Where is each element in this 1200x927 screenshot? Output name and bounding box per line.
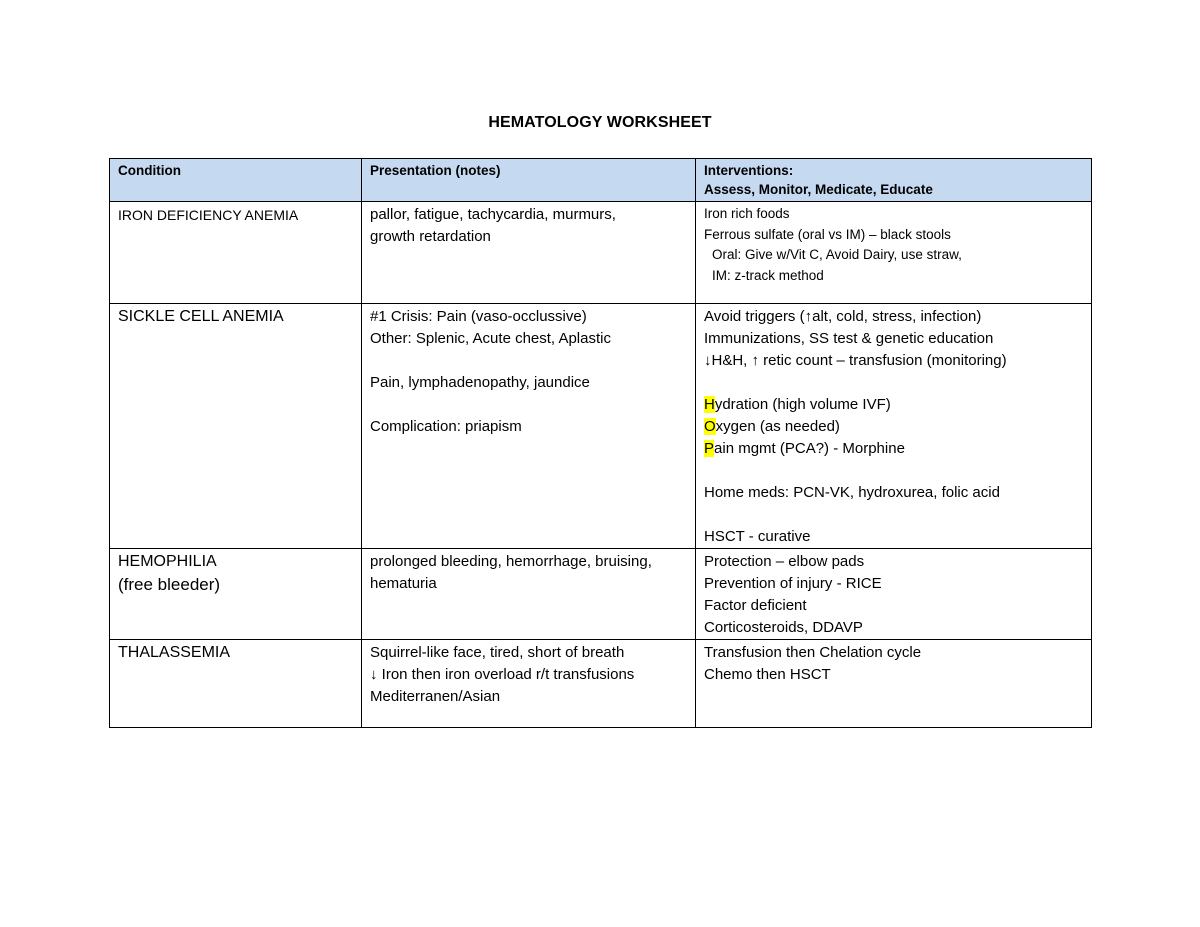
hop-text: ydration (high volume IVF) [714, 396, 891, 413]
table-row-sickle-cell [110, 304, 1092, 549]
intervention-line: IM: z-track method [712, 267, 824, 283]
page-title: HEMATOLOGY WORKSHEET [488, 114, 712, 131]
presentation-line [370, 394, 687, 416]
presentation-line: hematuria [370, 575, 437, 592]
intervention-line: Immunizations, SS test & genetic education [704, 330, 994, 347]
home-meds-line: Home meds: PCN-VK, hydroxurea, folic acid [704, 484, 1000, 501]
table-row-iron-deficiency [110, 202, 1092, 304]
presentation-line [370, 350, 687, 372]
presentation-line: prolonged bleeding, hemorrhage, bruising, [370, 553, 652, 570]
presentation-line: growth retardation [370, 228, 491, 245]
intervention-line: Transfusion then Chelation cycle [704, 644, 922, 661]
presentation-line: Squirrel-like face, tired, short of breath [370, 644, 625, 661]
presentation-line: Other: Splenic, Acute chest, Aplastic [370, 330, 611, 347]
presentation-cell [362, 304, 696, 549]
hsct-line: HSCT - curative [704, 528, 811, 545]
highlight-letter: H [704, 396, 715, 413]
intervention-line: Ferrous sulfate (oral vs IM) – black stools [704, 226, 951, 242]
intervention-line: Prevention of injury - RICE [704, 575, 882, 592]
intervention-line: Corticosteroids, DDAVP [704, 619, 863, 636]
intervention-line: Chemo then HSCT [704, 666, 831, 683]
condition-cell: THALASSEMIA [110, 640, 362, 728]
intervention-line: Oral: Give w/Vit C, Avoid Dairy, use straw, [712, 247, 962, 262]
table-row-thalassemia [110, 640, 1092, 728]
header-presentation: Presentation (notes) [362, 159, 696, 202]
intervention-line: Avoid triggers (↑alt, cold, stress, infection) [704, 308, 982, 325]
condition-cell: SICKLE CELL ANEMIA [110, 304, 362, 549]
presentation-cell [362, 640, 696, 728]
hop-text: ain mgmt (PCA?) - Morphine [714, 440, 905, 457]
hop-line-hydration [704, 394, 1083, 416]
presentation-cell [362, 549, 696, 640]
blank-line [704, 460, 1083, 482]
hop-text: xygen (as needed) [715, 418, 840, 435]
interventions-cell [696, 202, 1092, 304]
presentation-line: Mediterranen/Asian [370, 688, 501, 705]
table-header-row [110, 159, 1092, 202]
presentation-cell [362, 202, 696, 304]
intervention-line: Iron rich foods [704, 206, 790, 221]
blank-line [704, 504, 1083, 526]
header-interventions-line1: Interventions: [704, 163, 794, 178]
condition-subtitle: (free bleeder) [118, 575, 221, 594]
interventions-cell [696, 640, 1092, 728]
hop-line-pain [704, 438, 1083, 460]
header-condition: Condition [110, 159, 362, 202]
hop-line-oxygen [704, 416, 1083, 438]
condition-cell [110, 549, 362, 640]
blank-line [704, 372, 1083, 394]
header-interventions-line2: Assess, Monitor, Medicate, Educate [704, 182, 933, 197]
intervention-line: Protection – elbow pads [704, 553, 865, 570]
table-row-hemophilia [110, 549, 1092, 640]
intervention-line: Factor deficient [704, 597, 807, 614]
interventions-cell [696, 549, 1092, 640]
highlight-letter: O [704, 418, 716, 435]
intervention-line: ↓H&H, ↑ retic count – transfusion (monitoring) [704, 352, 1007, 369]
condition-name: HEMOPHILIA [118, 553, 217, 570]
presentation-line: pallor, fatigue, tachycardia, murmurs, [370, 206, 616, 223]
worksheet-table [109, 158, 1092, 728]
presentation-line: Complication: priapism [370, 418, 522, 435]
condition-cell: IRON DEFICIENCY ANEMIA [110, 202, 362, 304]
presentation-line: ↓ Iron then iron overload r/t transfusions [370, 666, 635, 683]
presentation-line: Pain, lymphadenopathy, jaundice [370, 374, 590, 391]
interventions-cell [696, 304, 1092, 549]
header-interventions [696, 159, 1092, 202]
presentation-line: #1 Crisis: Pain (vaso-occlussive) [370, 308, 587, 325]
highlight-letter: P [704, 440, 715, 457]
